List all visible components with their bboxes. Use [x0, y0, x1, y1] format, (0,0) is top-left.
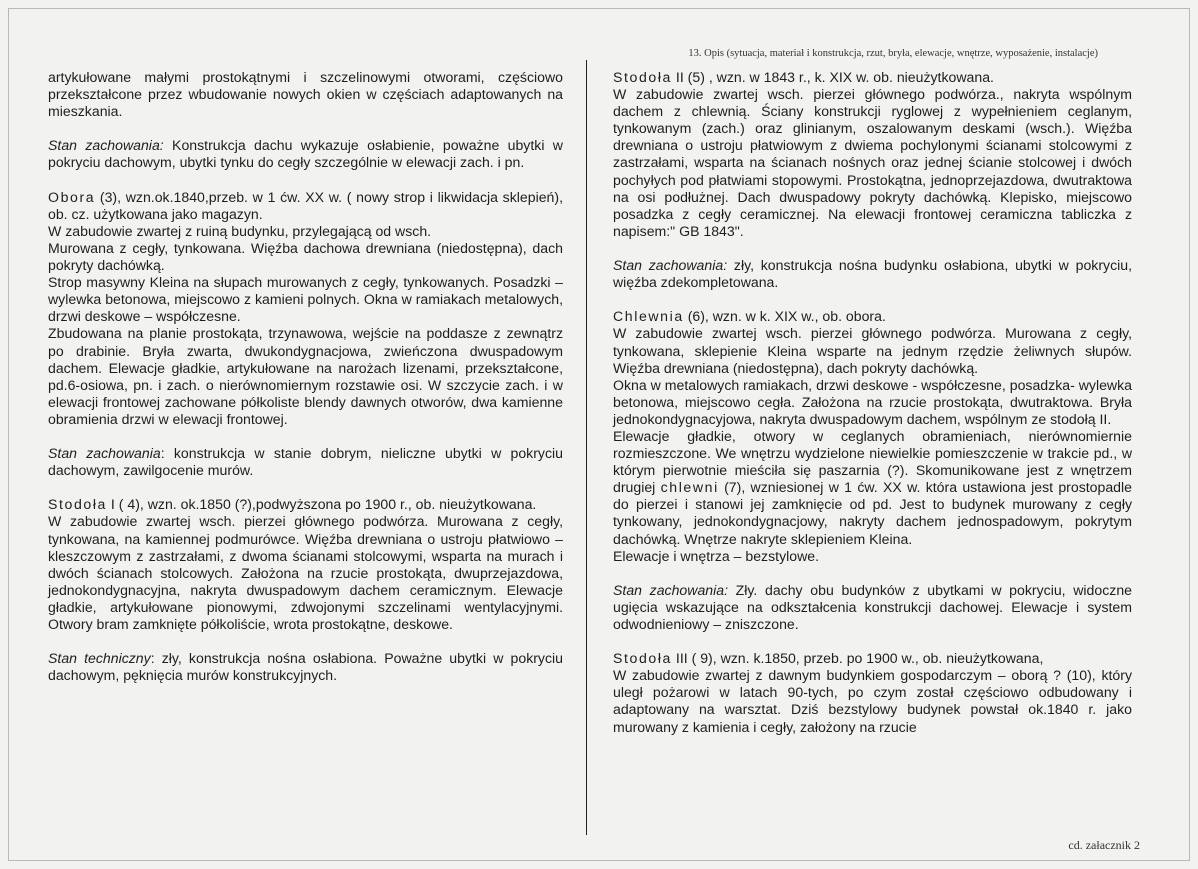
building-name: Stodoła	[613, 69, 673, 85]
condition-paragraph	[613, 257, 1132, 291]
building-info: (3), wzn.ok.1840,przeb. w 1 ćw. XX w. ( nowy strop i likwidacja sklepień), ob. cz. użytkowana jako magazyn.	[48, 188, 563, 222]
left-column	[48, 69, 563, 701]
right-column	[613, 69, 1132, 736]
paragraph: Strop masywny Kleina na słupach murowanych z cegły, tynkowanych. Posadzki – wylewka betonowa, miejscowo z kamieni polnych. Okna w ramiakach metalowych, drzwi deskowe – współczesne.	[48, 274, 563, 325]
condition-text: Konstrukcja dachu wykazuje osłabienie, poważne ubytki w pokryciu dachowym, ubytki tynku do cegły szczególnie w elewacji zach. i pn.	[48, 137, 563, 171]
paragraph: Murowana z cegły, tynkowana. Więźba dachowa drewniana (niedostępna), dach pokryty dachówką.	[48, 239, 563, 274]
condition-label: Stan zachowania:	[613, 581, 729, 598]
building-heading	[613, 69, 1132, 86]
condition-text: : konstrukcja w stanie dobrym, nieliczne ubytki w pokryciu dachowym, zawilgocenie murów.	[48, 445, 563, 479]
paragraph: Zbudowana na planie prostokąta, trzynawowa, wejście na poddasze z zewnątrz po drabinie. Bryła zwarta, dwukondygnacjowa, zwieńczona dwuspadowym dachem. Elewacje gładkie, artykułowane na narożach lizenami, przekształcone, pd.6-osiowa, pn. i zach. o nierównomiernym rozstawie osi. W szczycie zach. i w elewacji frontowej zachowane półkoliste blendy dawnych otworów, dwa kamienne obramienia drzwi w elewacji frontowej.	[48, 325, 563, 427]
paragraph: Elewacje i wnętrza – bezstylowe.	[613, 547, 820, 564]
building-name: Stodoła	[613, 650, 673, 667]
condition-text: Zły. dachy obu budynków z ubytkami w pokryciu, widoczne ugięcia wskazujące na odkształcenia konstrukcji dachowej. Elewacje i system odwodnieniowy – zniszczone.	[613, 581, 1132, 632]
condition-paragraph	[48, 650, 563, 684]
section-header: 13. Opis (sytuacja, materiał i konstrukcja, rzut, bryła, elewacje, wnętrze, wyposażenie, instalacje)	[688, 48, 1098, 59]
building-info: (6), wzn. w k. XIX w., ob. obora.	[683, 308, 886, 325]
building-name: Obora	[48, 188, 96, 205]
page-footer: cd. załacznik 2	[1068, 838, 1140, 852]
building-name: Stodoła	[48, 496, 108, 513]
paragraph	[613, 428, 1132, 548]
condition-paragraph	[48, 445, 563, 479]
building-heading	[48, 496, 563, 513]
condition-paragraph	[613, 582, 1132, 633]
text-run: (7), wzniesionej w 1 ćw. XX w. która ustawiona jest prostopadle do pierzei i stanowi jej zamknięcie od pd. Jest to budynek murowany z cegły tynkowany, jednokondygnacjowy, nakryty dachem jednospadowym, pokrytym dachówką. Wnętrze nakryte sklepieniem Kleina.	[613, 479, 1132, 547]
paragraph: Okna w metalowych ramiakach, drzwi deskowe - współczesne, posadzka- wylewka betonowa, miejscowo cegła. Założona na rzucie prostokąta, dwutraktowa. Bryła jednokondygnacyjowa, nakryta dwuspadowym dachem, wspólnym ze stodołą II.	[613, 376, 1132, 427]
building-name: Chlewnia	[613, 308, 684, 325]
condition-text: zły, konstrukcja nośna budynku osłabiona, ubytki w pokryciu, więźba zdekompletowana.	[613, 257, 1133, 291]
condition-label: Stan zachowania	[48, 445, 161, 462]
building-name: chlewni	[660, 479, 719, 496]
paragraph: W zabudowie zwartej wsch. pierzei głównego podwórza. Murowana z cegły, tynkowana, sklepienie Kleina wsparte na jednym rzędzie żeliwnych słupów. Więźba drewniana (niedostępna), dach pokryty dachówką.	[613, 325, 1132, 376]
text-run: Elewacje gładkie, otwory w ceglanych obramieniach, nierównomiernie rozmieszczone. We wnętrzu wydzielone niewielkie pomieszczenie w trakcie pd., w którym pierwotnie mieściła się paszarnia (?). Skomunikowane jest z wnętrzem drugiej	[613, 427, 1132, 496]
building-heading	[613, 308, 1132, 325]
paragraph: artykułowane małymi prostokątnymi i szczelinowymi otworami, częściowo przekształcone przez wbudowanie nowych okien w częściach adaptowanych na mieszkania.	[48, 69, 563, 120]
condition-label: Stan techniczny	[48, 650, 151, 667]
paragraph: W zabudowie zwartej z ruiną budynku, przylegającą od wsch.	[48, 222, 432, 239]
condition-label: Stan zachowania:	[613, 257, 728, 274]
paragraph: W zabudowie zwartej wsch. pierzei głównego podwórza., nakryta wspólnym dachem z chlewnią. Ściany konstrukcji ryglowej z wypełnieniem ceglanym, tynkowanym (zach.) oraz glinianym, oszalowanym deskami (wsch.). Więźba drewniana o ustroju płatwiowym z dwiema pochylonymi ścianami stolcowymi z zastrzałami, wsparta na ścianach nośnych oraz jednej ścianie stolcowej i dwóch pochyłych pod płatwiami stopowymi. Prostokątna, jednoprzejazdowa, dwutraktowa na osi podłużnej. Dach dwuspadowy pokryty dachówką. Klepisko, miejscowo posadzka z cegły ceramicznej. Na elewacji frontowej ceramiczna tabliczka z napisem:" GB 1843".	[613, 86, 1132, 239]
paragraph: W zabudowie zwartej z dawnym budynkiem gospodarczym – oborą ? (10), który uległ pożarowi w latach 90-tych, po czym został częściowo odbudowany i adaptowany na warsztat. Dziś bezstylowy budynek powstał ok.1840 r. jako murowany z kamienia i cegły, założony na rzucie	[613, 667, 1132, 735]
condition-text: : zły, konstrukcja nośna osłabiona. Poważne ubytki w pokryciu dachowym, pęknięcia murów konstrukcyjnych.	[48, 650, 563, 684]
building-info: III ( 9), wzn. k.1850, przeb. po 1900 w., ob. nieużytkowana,	[672, 650, 1044, 667]
building-heading	[48, 189, 563, 223]
paragraph: W zabudowie zwartej wsch. pierzei głównego podwórza. Murowana z cegły, tynkowana, na kamiennej podmurówce. Więźba drewniana o ustroju płatwiowo – kleszczowym z zastrzałami, z dwoma ścianami stolcowymi, wsparta na murach i dwóch ścianach stolcowych. Założona na rzucie prostokąta, dwuprzejazdowa, jednokondygnacyjna, nakryta dwuspadowym dachem ceramicznym. Elewacje gładkie, artykułowane pionowymi, zdwojonymi szczelinami wentylacyjnymi. Otwory bram zamknięte półkoliście, wrota prostokątne, deskowe.	[48, 513, 563, 632]
building-heading	[613, 650, 1132, 667]
building-info: II (5) , wzn. w 1843 r., k. XIX w. ob. nieużytkowana.	[672, 69, 994, 85]
condition-paragraph	[48, 137, 563, 171]
column-divider	[586, 60, 587, 835]
building-info: I ( 4), wzn. ok.1850 (?),podwyższona po 1900 r., ob. nieużytkowana.	[107, 496, 537, 513]
condition-label: Stan zachowania:	[48, 137, 164, 154]
